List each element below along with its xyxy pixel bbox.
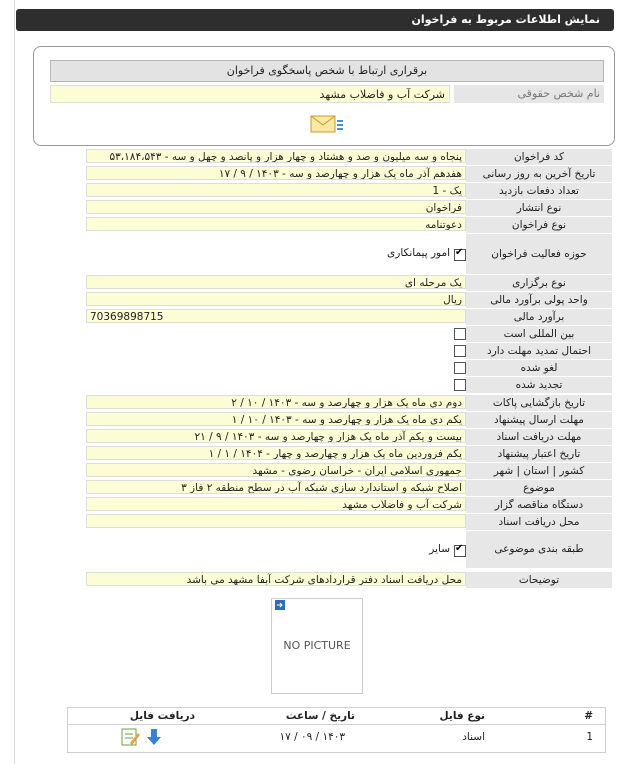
col-num: # [584, 710, 593, 722]
date-value: ۲ / ۱۰ / ۱۴۰۳ - دوم دي ماه یک هزار و چهارصد و سه [86, 395, 466, 409]
col-type: نوع فایل [439, 710, 485, 722]
field-value: 70369898715 [86, 309, 466, 323]
date-value: ۲۱ / ۹ / ۱۴۰۳ - بیست و یکم آذر ماه یک هزار و چهارصد و سه [86, 429, 466, 443]
col-date: تاریخ / ساعت [285, 710, 355, 722]
activity-checkbox[interactable] [454, 249, 466, 261]
field-value: فراخوان [86, 200, 466, 214]
field-label: نوع انتشار [466, 200, 612, 217]
flag-checkbox[interactable] [454, 362, 466, 374]
flag-checkbox[interactable] [454, 379, 466, 391]
field-value: ریال [86, 292, 466, 306]
activity-option: امور پیمانکاری [387, 247, 450, 259]
field-label: کد فراخوان [466, 149, 612, 166]
contact-label: نام شخص حقوقی [454, 85, 604, 103]
field-label: برآورد مالی [466, 309, 612, 326]
flag-label: بین المللی است [466, 326, 612, 343]
date-label: موضوع [466, 480, 612, 497]
date-label: دستگاه مناقصه گزار [466, 497, 612, 514]
notes-label: توضیحات [466, 572, 612, 589]
field-label: تعداد دفعات بازدید [466, 183, 612, 200]
contact-value: شرکت آب و فاضلاب مشهد [50, 85, 450, 103]
row-date: ۱۷ / ۰۹ / ۱۴۰۳ [279, 731, 345, 743]
date-label: مهلت ارسال پیشنهاد [466, 412, 612, 429]
contact-heading: برقراری ارتباط با شخص پاسخگوی فراخوان [50, 60, 604, 82]
edit-icon[interactable] [120, 727, 140, 747]
flag-label: تجدید شده [466, 377, 612, 394]
date-value: اصلاح شبکه و استاندارد سازی شبکه آب در سطح منطقه ۲ فاز ۳ [86, 480, 466, 494]
field-label: نوع فراخوان [466, 217, 612, 234]
date-value: شرکت آب و فاضلاب مشهد [86, 497, 466, 511]
date-label: تاریخ اعتبار پیشنهاد [466, 446, 612, 463]
date-label: کشور | استان | شهر [466, 463, 612, 480]
category-option: سایر [429, 543, 450, 555]
flag-checkbox[interactable] [454, 345, 466, 357]
field-label: نوع برگزاری [466, 275, 612, 292]
flag-label: لغو شده [466, 360, 612, 377]
field-label: واحد پولی برآورد مالی [466, 292, 612, 309]
field-value: ۵۳،۱۸۴،۵۴۳ - پنجاه و سه میلیون و صد و هشتاد و چهار هزار و پانصد و چهل و سه [86, 149, 466, 163]
field-label: تاریخ آخرین به روز رسانی [466, 166, 612, 183]
notes-value: محل دریافت اسناد دفتر قراردادهای شرکت آبفا مشهد می باشد [86, 572, 466, 586]
page-title-bar [16, 9, 614, 31]
contact-panel [33, 46, 615, 146]
date-value: ۱ / ۱۰ / ۱۴۰۳ - یکم دی ماه یک هزار و چهارصد و سه [86, 412, 466, 426]
date-label: مهلت دریافت اسناد [466, 429, 612, 446]
date-value: ۱ / ۱ / ۱۴۰۴ - یکم فروردین ماه یک هزار و چهارصد و چهار [86, 446, 466, 460]
category-checkbox[interactable] [454, 545, 466, 557]
expand-icon[interactable] [275, 600, 285, 610]
files-table-header [68, 708, 605, 725]
flag-label: احتمال تمدید مهلت دارد [466, 343, 612, 360]
date-label: تاریخ بازگشایی پاکات [466, 395, 612, 412]
date-value [86, 514, 466, 528]
no-picture-placeholder: NO PICTURE [271, 598, 363, 694]
flag-checkbox[interactable] [454, 328, 466, 340]
files-table [67, 707, 606, 753]
download-arrow-icon[interactable] [144, 727, 164, 747]
row-type: اسناد [462, 731, 485, 743]
activity-label: حوزه فعالیت فراخوان [466, 234, 612, 275]
field-value: ۱۷ / ۹ / ۱۴۰۳ - هفدهم آذر ماه یک هزار و چهارصد و سه [86, 166, 466, 180]
field-value: دعوتنامه [86, 217, 466, 231]
table-row [68, 725, 605, 749]
envelope-icon[interactable] [309, 113, 345, 135]
field-value: 1 - یک [86, 183, 466, 197]
category-label: طبقه بندی موضوعی [466, 531, 612, 569]
date-value: جمهوری اسلامی ایران - خراسان رضوی - مشهد [86, 463, 466, 477]
page-title: نمایش اطلاعات مربوط به فراخوان [411, 13, 600, 26]
col-download: دریافت فایل [129, 710, 195, 722]
date-label: محل دریافت اسناد [466, 514, 612, 531]
row-num: 1 [586, 731, 593, 743]
field-value: یک مرحله ای [86, 275, 466, 289]
